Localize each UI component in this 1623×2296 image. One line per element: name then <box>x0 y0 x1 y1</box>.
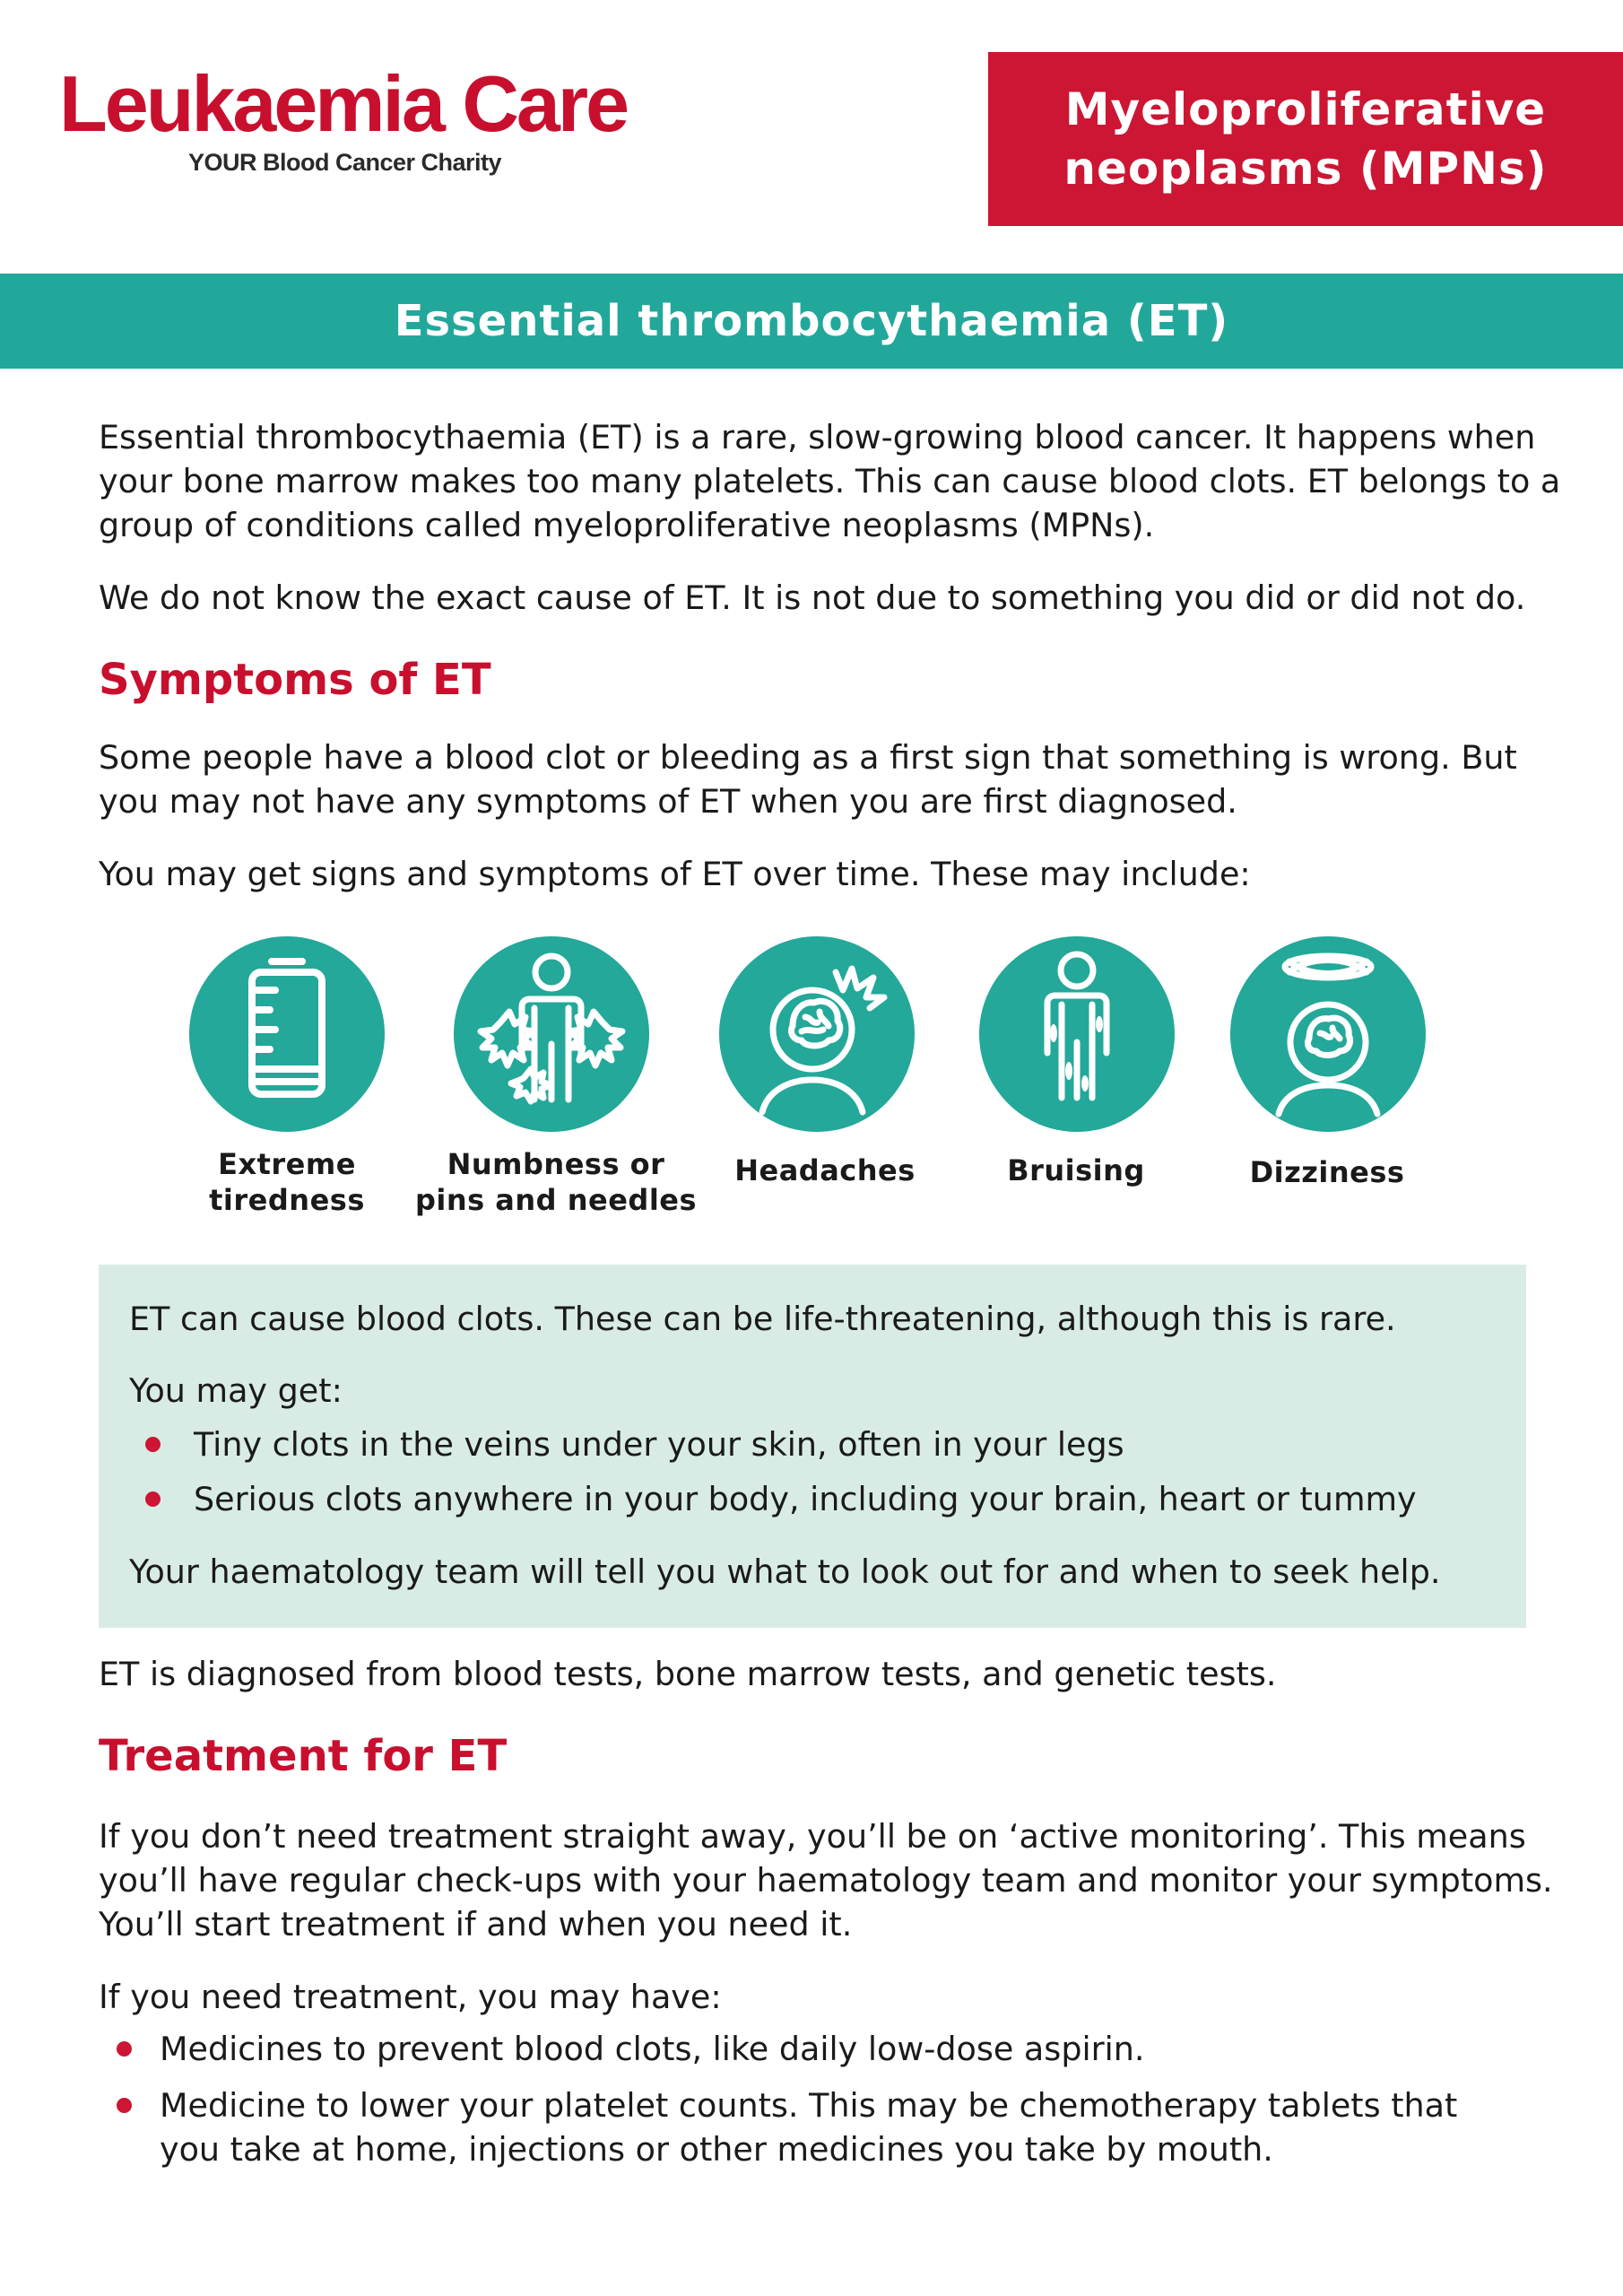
clots-bullet-2: Serious clots anywhere in your body, including your brain, heart or tummy <box>194 1480 1417 1518</box>
headache-icon <box>719 936 915 1132</box>
battery-icon <box>189 936 385 1132</box>
symptom-label-headaches: Headaches <box>734 1153 916 1187</box>
bullet-dot <box>117 2041 132 2057</box>
symptom-label-tiredness: Extreme tiredness <box>209 1147 365 1217</box>
diagnosis-paragraph: ET is diagnosed from blood tests, bone marrow tests, and genetic tests. <box>99 1655 1277 1693</box>
bruised-figure-icon <box>979 936 1175 1132</box>
bullet-dot <box>117 2098 132 2113</box>
symptoms-heading: Symptoms of ET <box>99 655 491 705</box>
clots-bullet-1: Tiny clots in the veins under your skin, often in your legs <box>194 1425 1124 1464</box>
page-title: Essential thrombocythaemia (ET) <box>394 296 1229 346</box>
numbness-figure-icon <box>454 936 649 1132</box>
intro-paragraph-2: We do not know the exact cause of ET. It is not due to something you did or did not do. <box>99 578 1526 617</box>
treatment-paragraph-1: If you don’t need treatment straight away, you’ll be on ‘active monitoring’. This means you’ll have regular check-ups with your haematology team and monitor your symptoms. You’ll start treatment if and when you need it. <box>99 1817 1553 1944</box>
bullet-dot <box>145 1492 161 1507</box>
treatment-heading: Treatment for ET <box>99 1731 508 1781</box>
treatment-lead: If you need treatment, you may have: <box>99 1978 722 2016</box>
clots-lead: You may get: <box>129 1371 343 1410</box>
symptom-label-bruising: Bruising <box>1007 1153 1145 1187</box>
treatment-bullet-1: Medicines to prevent blood clots, like daily low-dose aspirin. <box>160 2030 1145 2068</box>
logo <box>59 59 687 177</box>
symptoms-paragraph-2: You may get signs and symptoms of ET over time. These may include: <box>99 855 1251 893</box>
treatment-bullet-2: Medicine to lower your platelet counts. This may be chemotherapy tablets that you take at home, injections or other medicines you take by mouth. <box>160 2086 1458 2169</box>
category-line-1: Myeloproliferative <box>1064 83 1547 135</box>
clots-footer: Your haematology team will tell you what to look out for and when to seek help. <box>129 1552 1441 1591</box>
clots-intro: ET can cause blood clots. These can be life-threatening, although this is rare. <box>129 1300 1396 1338</box>
symptoms-paragraph-1: Some people have a blood clot or bleeding as a first sign that something is wrong. But you may not have any symptoms of ET when you are first diagnosed. <box>99 738 1517 821</box>
category-box <box>988 52 1623 226</box>
dizziness-icon <box>1230 936 1426 1132</box>
symptom-label-dizziness: Dizziness <box>1249 1155 1405 1189</box>
title-banner <box>0 274 1623 369</box>
intro-paragraph-1: Essential thrombocythaemia (ET) is a rare, slow-growing blood cancer. It happens when your bone marrow makes too many platelets. This can cause blood clots. ET belongs to a group of conditions called myeloproliferative neoplasms (MPNs). <box>99 418 1561 544</box>
logo-name: Leukaemia Care <box>59 59 628 148</box>
category-line-2: neoplasms (MPNs) <box>1063 143 1548 195</box>
bullet-dot <box>145 1437 161 1452</box>
symptom-label-numbness: Numbness or pins and needles <box>414 1147 698 1217</box>
logo-tagline: YOUR Blood Cancer Charity <box>188 149 502 176</box>
